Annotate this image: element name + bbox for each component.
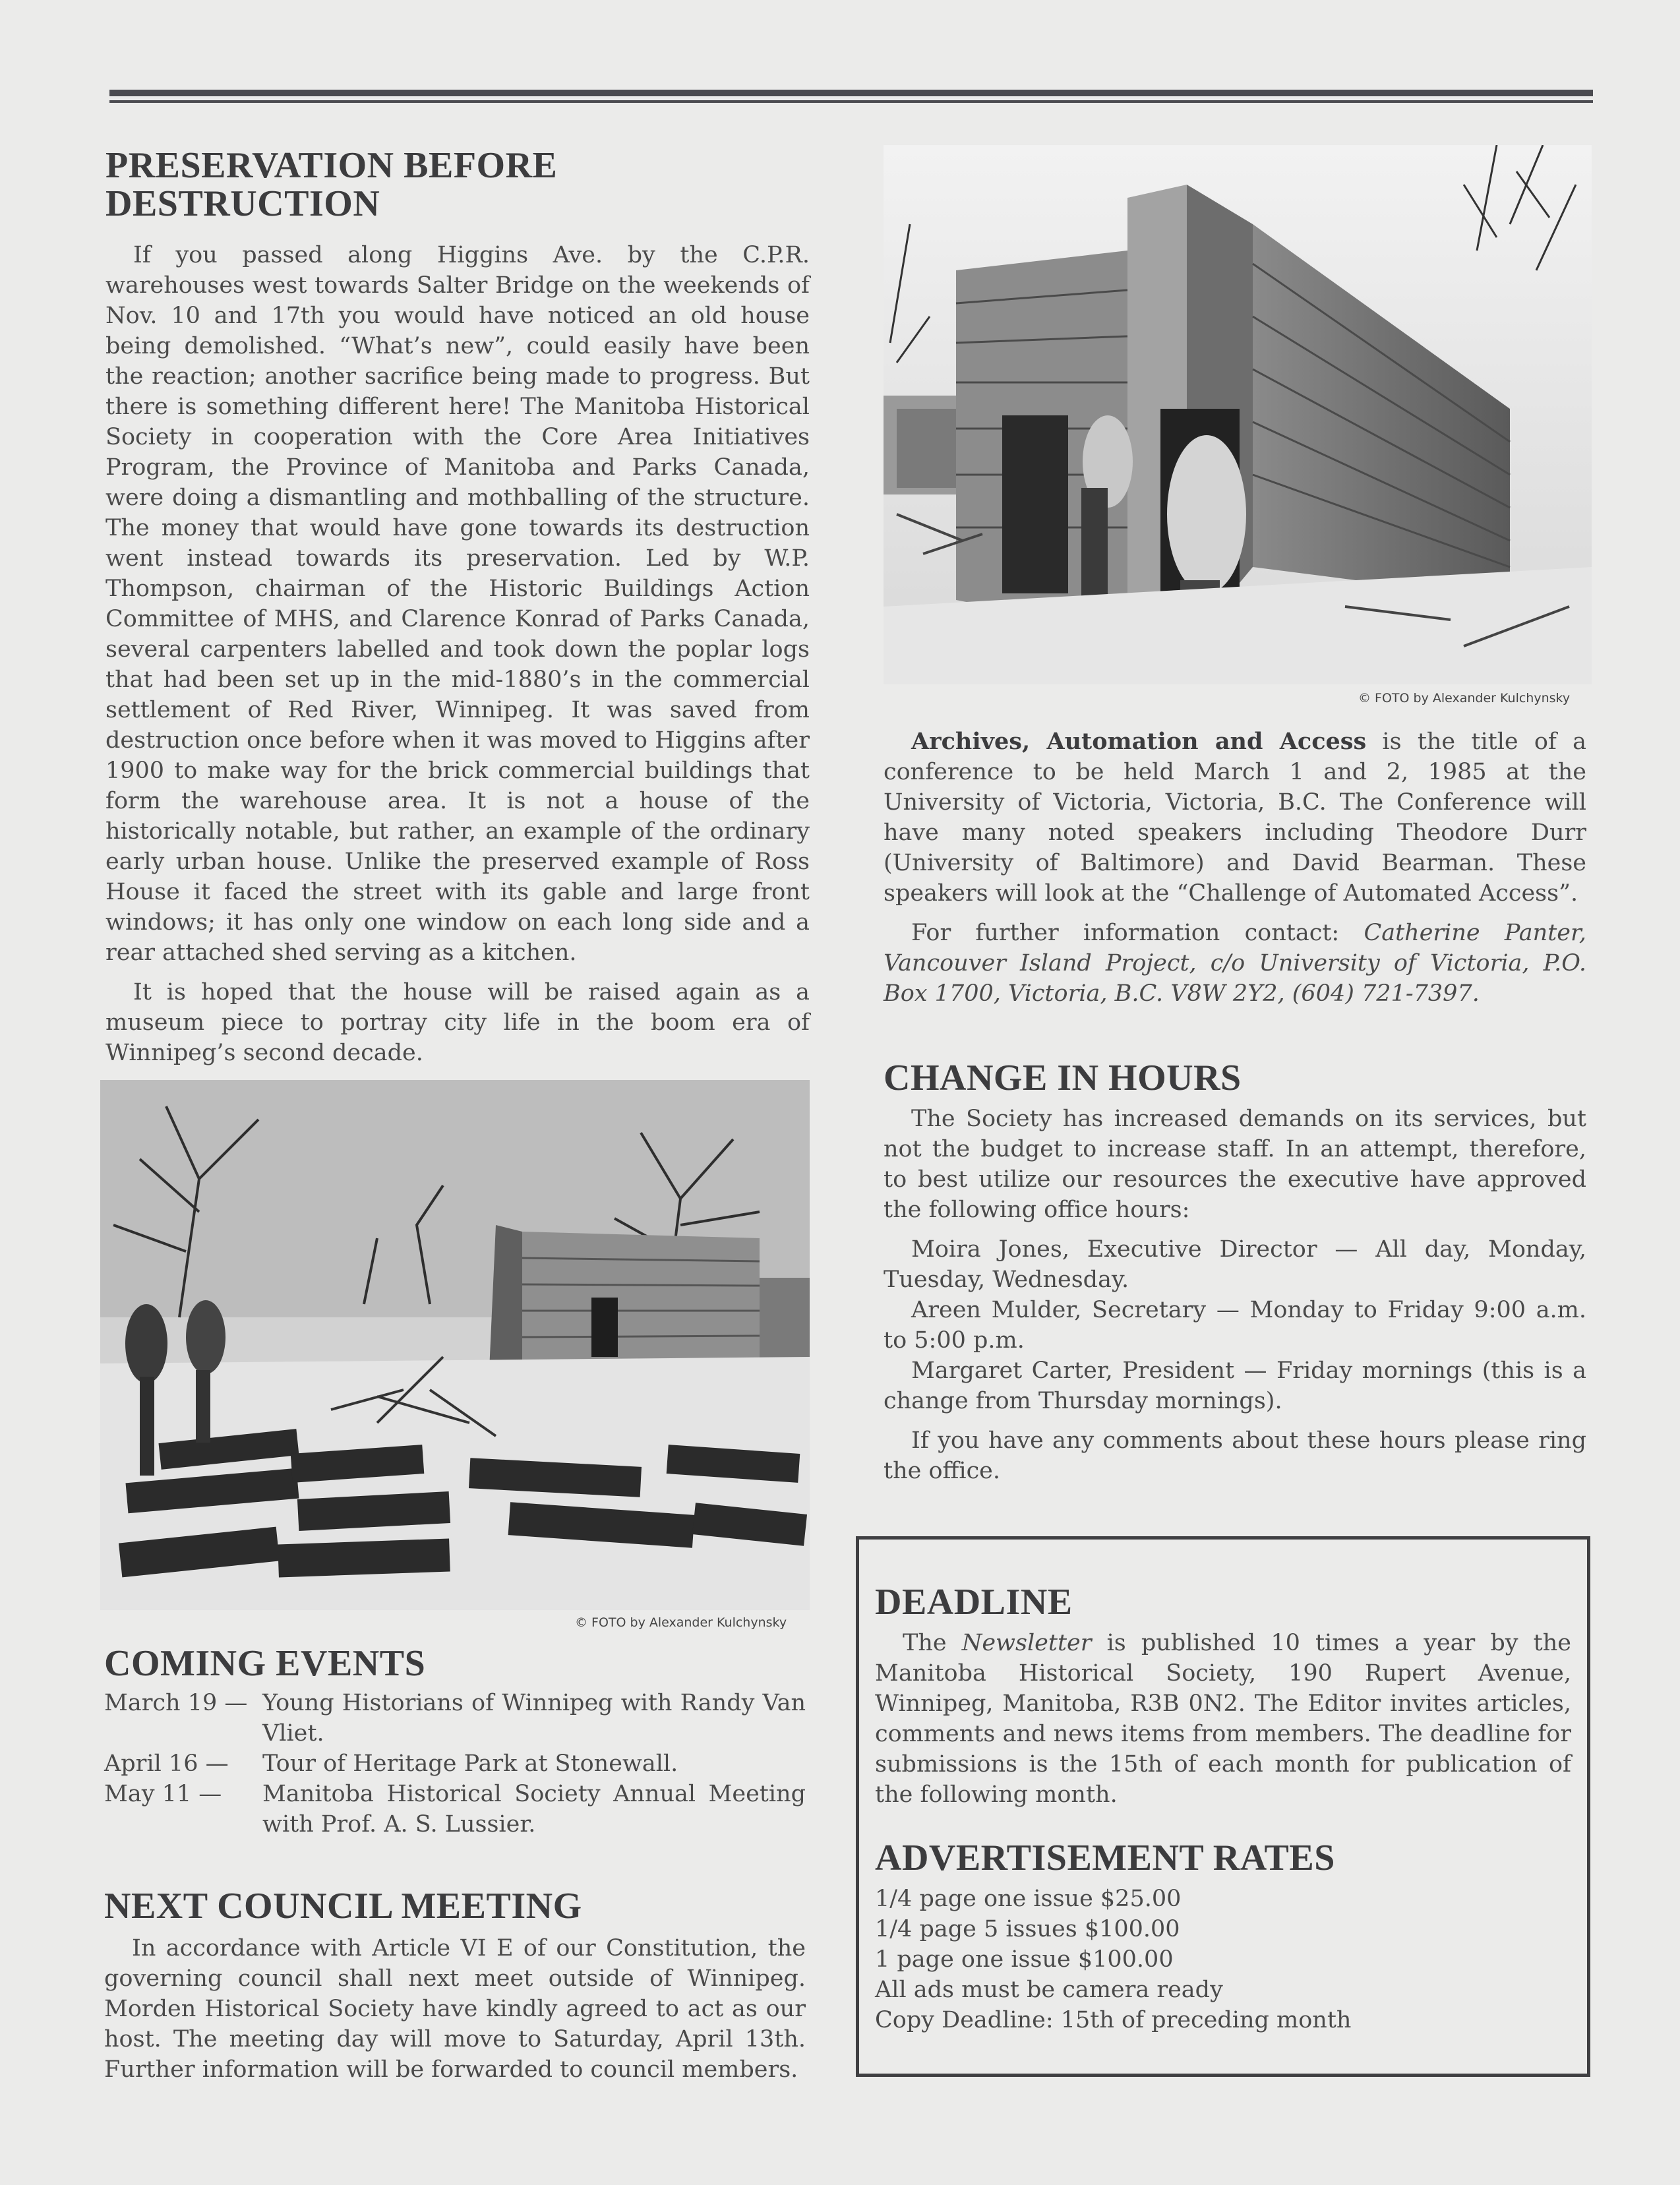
archives-title: Archives, Automation and Access xyxy=(911,728,1367,755)
preservation-body: If you passed along Higgins Ave. by the C.P.R. warehouses west towards Salter Bridge on the weekends of Nov. 10 and 17th you would have noticed an old house being demolished. “What’s new”, could easily have been the reaction; another sacrifice being made to progress. But there is something different here! The Manitoba Historical Society in cooperation with the Core Area Initiatives Program, the Province of Manitoba and Parks Canada, were doing a dismantling and mothballing of the structure. The money that would have gone towards its destruction went instead towards its preservation. Led by W.P. Thompson, chairman of the Historic Buildings Action Committee of MHS, and Clarence Konrad of Parks Canada, several carpenters labelled and took down the poplar logs that had been set up in the mid-1880’s in the commercial settlement of Red River, Winnipeg. It was saved from destruction once before when it was moved to Higgins after 1900 to make way for the brick commercial buildings that form the warehouse area. It is not a house of the historically notable, but rather, an example of the ordinary early urban house. Unlike the preserved example of Ross House it faced the street with its gable and large front windows; it has only one window on each long side and a rear attached shed serving as a kitchen. xyxy=(105,242,810,966)
event-description: Tour of Heritage Park at Stonewall. xyxy=(262,1751,678,1777)
hours-entry-president: Margaret Carter, President — Friday mornings (this is a change from Thursday mornings). xyxy=(884,1358,1586,1414)
event-date: March 19 — xyxy=(104,1690,248,1716)
log-house-photo-top xyxy=(884,145,1592,684)
event-description: Young Historians of Winnipeg with Randy Van Vliet. xyxy=(262,1690,806,1747)
deadline-title: DEADLINE xyxy=(875,1582,1073,1623)
change-hours-intro: The Society has increased demands on its services, but not the budget to increase staff. In an attempt, therefore, to best utilize our resources the executive have approved the following office hours: xyxy=(884,1106,1586,1223)
ad-rate-line: All ads must be camera ready xyxy=(875,1977,1223,2003)
change-hours-closing: If you have any comments about these hours please ring the office. xyxy=(884,1427,1586,1484)
change-hours-title: CHANGE IN HOURS xyxy=(884,1058,1242,1098)
event-item xyxy=(104,1688,806,1749)
event-item xyxy=(104,1779,806,1840)
ad-rates-title: ADVERTISEMENT RATES xyxy=(875,1838,1335,1878)
archives-contact: For further information contact: Catherine Panter, Vancouver Island Project, c/o University of Victoria, P.O. Box 1700, Victoria, B.C. V8W 2Y2, (604) 721-7397. xyxy=(884,920,1586,1007)
archives-article xyxy=(884,727,1586,1009)
deadline-body: The Newsletter is published 10 times a year by the Manitoba Historical Society, 190 Rupert Avenue, Winnipeg, Manitoba, R3B 0N2. The Editor invites articles, comments and news items from members. The deadline for submissions is the 15th of each month for publication of the following month. xyxy=(875,1630,1571,1808)
ad-rate-line: 1/4 page one issue $25.00 xyxy=(875,1886,1182,1912)
preservation-title: PRESERVATION BEFORE DESTRUCTION xyxy=(105,145,558,224)
preservation-body-2: It is hoped that the house will be raised again as a museum piece to portray city life in the boom era of Winnipeg’s second decade. xyxy=(105,979,810,1066)
council-meeting-title: NEXT COUNCIL MEETING xyxy=(104,1886,582,1927)
ad-rate-line: 1/4 page 5 issues $100.00 xyxy=(875,1916,1180,1942)
archives-body: Archives, Automation and Access is the title of a conference to be held March 1 and 2, 1985 at the University of Victoria, Victoria, B.C. The Conference will have many noted speakers including Theodore Durr (University of Baltimore) and David Bearman. These speakers will look at the “Challenge of Automated Access”. xyxy=(884,728,1586,907)
preservation-article xyxy=(105,146,810,1068)
council-meeting-section xyxy=(104,1887,806,2085)
hours-entry-director: Moira Jones, Executive Director — All day, Monday, Tuesday, Wednesday. xyxy=(884,1236,1586,1293)
coming-events-section xyxy=(104,1644,806,1840)
coming-events-title: COMING EVENTS xyxy=(104,1643,426,1684)
photo-credit-top: © FOTO by Alexander Kulchynsky xyxy=(1358,691,1571,705)
event-description: Manitoba Historical Society Annual Meeting with Prof. A. S. Lussier. xyxy=(262,1781,806,1838)
hours-entry-secretary: Areen Mulder, Secretary — Monday to Friday 9:00 a.m. to 5:00 p.m. xyxy=(884,1297,1586,1354)
council-meeting-body: In accordance with Article VI E of our Constitution, the governing council shall next meet outside of Winnipeg. Morden Historical Society have kindly agreed to act as our host. The meeting day will move to Saturday, April 13th. Further information will be forwarded to council members. xyxy=(104,1935,806,2083)
event-date: April 16 — xyxy=(104,1751,229,1777)
event-date: May 11 — xyxy=(104,1781,222,1807)
ad-rate-line: 1 page one issue $100.00 xyxy=(875,1946,1174,1973)
ad-rates-list xyxy=(875,1884,1571,2035)
top-rule-thin xyxy=(109,100,1593,103)
event-item xyxy=(104,1749,806,1779)
deadline-box xyxy=(856,1536,1590,2077)
ad-rate-line: Copy Deadline: 15th of preceding month xyxy=(875,2007,1352,2033)
photo-credit-bottom: © FOTO by Alexander Kulchynsky xyxy=(575,1615,787,1630)
log-house-photo-bottom xyxy=(100,1080,810,1610)
change-hours-section xyxy=(884,1059,1586,1486)
top-rule xyxy=(109,90,1593,96)
